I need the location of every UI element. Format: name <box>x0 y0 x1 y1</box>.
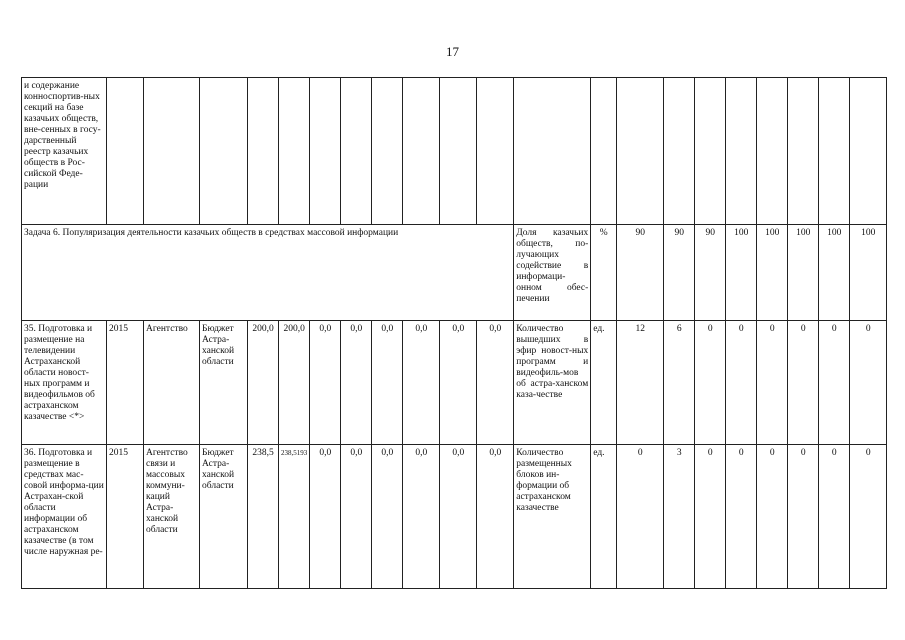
funding-amount: 0,0 <box>372 321 403 445</box>
funding-amount: 200,0 <box>279 321 310 445</box>
indicator-value: 0 <box>788 321 819 445</box>
measure-name: и содержание конноспортив-ных секций на базе казачьих обществ, вне-сенных в госу-дарственный реестр казачьих обществ в Рос-сийской Феде-рации <box>22 78 107 225</box>
page-number: 17 <box>446 44 459 59</box>
funding-amount: 200,0 <box>248 321 279 445</box>
indicator-value: 90 <box>695 225 726 321</box>
year: 2015 <box>107 445 144 589</box>
indicator-value: 0 <box>819 445 850 589</box>
indicator-value: 6 <box>664 321 695 445</box>
unit: ед. <box>591 321 617 445</box>
indicator-value: 0 <box>617 445 664 589</box>
table-row <box>22 78 887 225</box>
funding-amount: 0,0 <box>440 321 477 445</box>
program-table <box>21 77 887 589</box>
year: 2015 <box>107 321 144 445</box>
indicator-value: 0 <box>850 321 887 445</box>
funding-amount: 238,5193 <box>279 445 310 589</box>
executor: Агентство <box>144 321 200 445</box>
indicator-value: 0 <box>788 445 819 589</box>
indicator-value: 90 <box>664 225 695 321</box>
funding-amount: 0,0 <box>440 445 477 589</box>
indicator-value: 0 <box>850 445 887 589</box>
table-row <box>22 225 887 321</box>
indicator-value: 100 <box>788 225 819 321</box>
indicator-value: 90 <box>617 225 664 321</box>
indicator-value: 12 <box>617 321 664 445</box>
indicator-value: 100 <box>726 225 757 321</box>
funding-amount: 0,0 <box>403 321 440 445</box>
measure-name: 36. Подготовка и размещение в средствах мас-совой информа-ции Астрахан-ской области информации об астраханском казачестве (в том числе наружная ре- <box>22 445 107 589</box>
funding-source: Бюджет Астра-ханской области <box>200 321 248 445</box>
indicator-value: 100 <box>757 225 788 321</box>
indicator-value: 100 <box>819 225 850 321</box>
unit: ед. <box>591 445 617 589</box>
table-row <box>22 321 887 445</box>
indicator-value: 0 <box>757 321 788 445</box>
funding-amount: 0,0 <box>477 321 514 445</box>
funding-amount: 0,0 <box>341 445 372 589</box>
funding-amount: 0,0 <box>341 321 372 445</box>
funding-amount: 0,0 <box>403 445 440 589</box>
indicator-value: 0 <box>819 321 850 445</box>
funding-amount: 0,0 <box>372 445 403 589</box>
executor: Агентство связи и массовых коммуни-каций Астра-ханской области <box>144 445 200 589</box>
funding-amount: 0,0 <box>310 321 341 445</box>
indicator-name: Количество размещенных блоков ин-формации об астраханском казачестве <box>514 445 591 589</box>
funding-source: Бюджет Астра-ханской области <box>200 445 248 589</box>
indicator-name: Доля казачьих обществ, по-лучающих содействие в информаци-онном обес-печении <box>514 225 591 321</box>
funding-amount: 238,5 <box>248 445 279 589</box>
table-row <box>22 445 887 589</box>
funding-amount: 0,0 <box>310 445 341 589</box>
funding-amount: 0,0 <box>477 445 514 589</box>
indicator-value: 0 <box>757 445 788 589</box>
indicator-value: 100 <box>850 225 887 321</box>
indicator-value: 3 <box>664 445 695 589</box>
indicator-name: Количество вышедших в эфир новост-ных программ и видеофиль-мов об астра-ханском каза-честве <box>514 321 591 445</box>
unit: % <box>591 225 617 321</box>
indicator-value: 0 <box>726 445 757 589</box>
task-title: Задача 6. Популяризация деятельности казачьих обществ в средствах массовой информации <box>22 225 514 321</box>
measure-name: 35. Подготовка и размещение на телевидении Астраханской области новост-ных программ и видеофильмов об астраханском казачестве <*> <box>22 321 107 445</box>
indicator-value: 0 <box>695 445 726 589</box>
indicator-value: 0 <box>695 321 726 445</box>
indicator-value: 0 <box>726 321 757 445</box>
